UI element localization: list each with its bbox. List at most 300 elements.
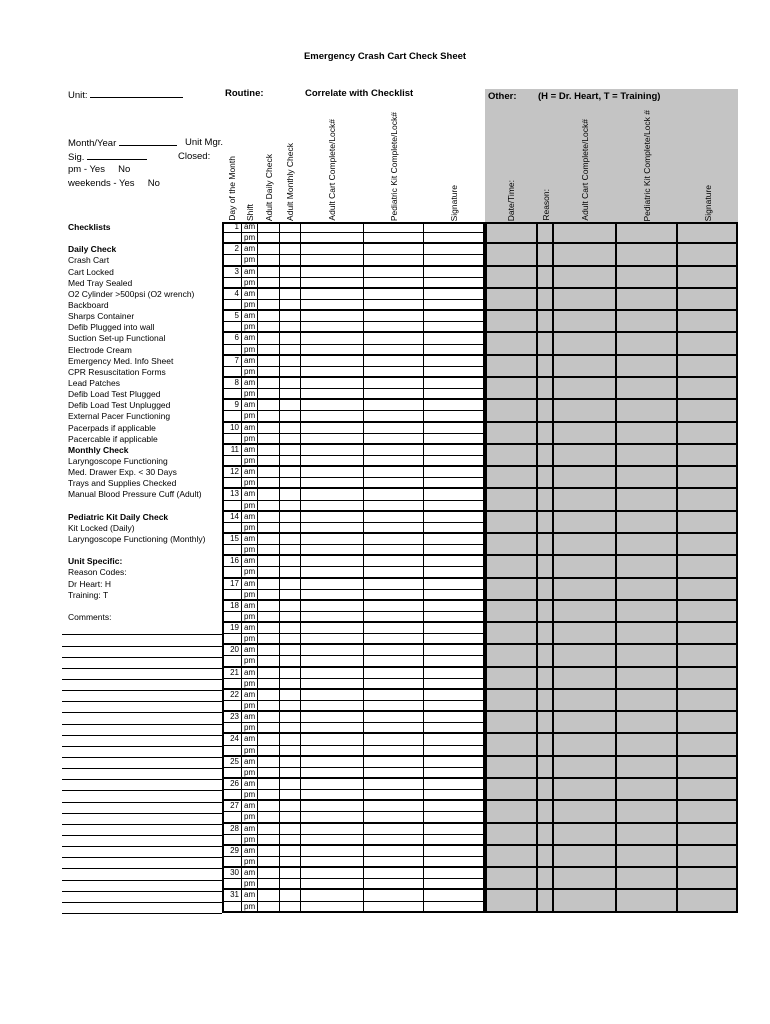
shift-cell: pm (242, 879, 258, 888)
check-cell (424, 445, 485, 455)
check-cell (301, 467, 364, 477)
check-cell (280, 267, 301, 277)
pm-option-line: pm - Yes No (68, 164, 131, 175)
checklist-item: Reason Codes: (68, 567, 127, 578)
other-table-row (485, 712, 738, 734)
checklist-item: Laryngoscope Functioning (68, 456, 168, 467)
check-cell (258, 790, 280, 799)
check-cell (301, 790, 364, 799)
check-cell (364, 656, 424, 665)
table-row (222, 345, 485, 356)
shift-cell: am (242, 333, 258, 343)
other-cell (538, 378, 554, 398)
checklist-item: Lead Patches (68, 378, 120, 389)
check-cell (258, 300, 280, 309)
check-cell (280, 779, 301, 789)
checklist-item: Dr Heart: H (68, 578, 111, 589)
other-cell (678, 868, 738, 888)
check-cell (424, 668, 485, 678)
day-cell (222, 367, 242, 376)
check-cell (301, 812, 364, 821)
other-cell (538, 890, 554, 912)
table-row (222, 289, 485, 300)
check-cell (364, 746, 424, 755)
check-cell (424, 868, 485, 878)
check-cell (280, 512, 301, 522)
check-cell (364, 679, 424, 688)
other-cell (538, 712, 554, 732)
comment-line (62, 868, 222, 869)
day-cell: 12 (222, 467, 242, 477)
check-cell (301, 579, 364, 589)
other-cell (617, 489, 678, 509)
day-cell (222, 746, 242, 755)
check-cell (258, 501, 280, 510)
shift-cell: pm (242, 746, 258, 755)
shift-cell: pm (242, 255, 258, 264)
check-cell (280, 723, 301, 732)
check-cell (258, 289, 280, 299)
comment-line (62, 891, 222, 892)
day-cell: 29 (222, 846, 242, 856)
check-cell (280, 423, 301, 433)
day-cell: 6 (222, 333, 242, 343)
shift-cell: pm (242, 411, 258, 420)
check-cell (258, 400, 280, 410)
comment-line (62, 835, 222, 836)
other-cell (617, 890, 678, 912)
day-cell: 28 (222, 824, 242, 834)
table-row (222, 746, 485, 757)
check-cell (301, 902, 364, 913)
check-cell (301, 255, 364, 264)
shift-cell: pm (242, 300, 258, 309)
check-cell (258, 545, 280, 554)
comment-line (62, 802, 222, 803)
check-cell (258, 389, 280, 398)
other-cell (538, 801, 554, 821)
checklist-item (68, 545, 228, 556)
check-cell (280, 567, 301, 576)
check-cell (301, 523, 364, 532)
table-row (222, 868, 485, 879)
check-cell (364, 311, 424, 321)
table-row (222, 690, 485, 701)
check-cell (364, 835, 424, 844)
check-cell (424, 267, 485, 277)
check-cell (424, 902, 485, 913)
other-cell (538, 824, 554, 844)
correlate-label: Correlate with Checklist (305, 88, 414, 99)
check-cell (280, 734, 301, 744)
other-cell (617, 333, 678, 353)
shift-cell: am (242, 712, 258, 722)
other-cell (678, 579, 738, 599)
day-cell: 25 (222, 757, 242, 767)
day-cell (222, 723, 242, 732)
table-row (222, 523, 485, 534)
check-cell (424, 835, 485, 844)
check-cell (301, 233, 364, 242)
column-header-label: Signature (702, 184, 713, 221)
check-cell (301, 690, 364, 700)
day-cell: 3 (222, 267, 242, 277)
other-table-row (485, 846, 738, 868)
table-row (222, 790, 485, 801)
check-cell (364, 723, 424, 732)
shift-cell: am (242, 690, 258, 700)
day-cell (222, 255, 242, 264)
check-cell (258, 534, 280, 544)
check-cell (424, 289, 485, 299)
other-cell (538, 757, 554, 777)
table-row (222, 322, 485, 333)
check-cell (424, 701, 485, 710)
check-cell (301, 534, 364, 544)
check-cell (301, 434, 364, 443)
checklist-item: Electrode Cream (68, 344, 132, 355)
check-cell (424, 712, 485, 722)
check-cell (258, 768, 280, 777)
checklist-item: Kit Locked (Daily) (68, 522, 135, 533)
checklist-item: Med Tray Sealed (68, 277, 133, 288)
check-cell (301, 590, 364, 599)
shift-cell: am (242, 356, 258, 366)
check-cell (424, 590, 485, 599)
check-cell (424, 300, 485, 309)
day-cell (222, 768, 242, 777)
table-row (222, 423, 485, 434)
check-cell (364, 801, 424, 811)
check-cell (258, 478, 280, 487)
check-cell (258, 890, 280, 900)
check-cell (258, 634, 280, 643)
check-cell (301, 400, 364, 410)
check-cell (364, 645, 424, 655)
day-cell: 13 (222, 489, 242, 499)
table-row (222, 567, 485, 578)
check-cell (258, 512, 280, 522)
check-cell (280, 612, 301, 621)
checklist-item: Defib Load Test Unplugged (68, 400, 171, 411)
col-header-adult-monthly-check (280, 107, 301, 221)
check-cell (364, 567, 424, 576)
shift-cell: am (242, 378, 258, 388)
other-cell (485, 289, 538, 309)
other-cell (554, 534, 617, 554)
day-cell (222, 612, 242, 621)
table-row (222, 612, 485, 623)
day-cell: 30 (222, 868, 242, 878)
other-cell (678, 445, 738, 465)
other-cell (554, 222, 617, 242)
table-row (222, 902, 485, 913)
other-cell (485, 423, 538, 443)
check-cell (364, 345, 424, 354)
check-cell (280, 311, 301, 321)
check-cell (258, 367, 280, 376)
other-cell (554, 668, 617, 688)
check-cell (258, 445, 280, 455)
check-cell (280, 467, 301, 477)
day-cell (222, 233, 242, 242)
check-cell (258, 668, 280, 678)
check-cell (280, 411, 301, 420)
check-cell (280, 656, 301, 665)
check-cell (424, 812, 485, 821)
day-cell: 20 (222, 645, 242, 655)
other-cell (485, 467, 538, 487)
check-cell (424, 255, 485, 264)
other-cell (554, 378, 617, 398)
check-cell (364, 445, 424, 455)
check-cell (364, 367, 424, 376)
day-cell (222, 879, 242, 888)
day-cell: 31 (222, 890, 242, 900)
check-cell (280, 233, 301, 242)
check-cell (258, 411, 280, 420)
other-cell (617, 356, 678, 376)
checklist-item: Sharps Container (68, 311, 135, 322)
other-cell (485, 534, 538, 554)
day-cell: 8 (222, 378, 242, 388)
check-cell (301, 567, 364, 576)
check-cell (258, 779, 280, 789)
check-cell (301, 679, 364, 688)
check-cell (280, 812, 301, 821)
check-cell (280, 478, 301, 487)
check-cell (301, 456, 364, 465)
other-cell (538, 356, 554, 376)
shift-cell: pm (242, 701, 258, 710)
check-cell (301, 634, 364, 643)
other-cell (538, 846, 554, 866)
check-cell (364, 712, 424, 722)
check-cell (258, 902, 280, 913)
check-cell (280, 400, 301, 410)
comment-line (62, 735, 222, 736)
other-col-header-signature (678, 102, 738, 221)
other-table-row (485, 579, 738, 601)
column-header-label: Shift (244, 203, 255, 221)
check-cell (424, 746, 485, 755)
other-cell (678, 846, 738, 866)
checklist-section-header: Unit Specific: (68, 556, 123, 567)
check-cell (364, 824, 424, 834)
other-table-row (485, 289, 738, 311)
check-cell (280, 768, 301, 777)
other-cell (485, 645, 538, 665)
other-col-header-adult-cart-complete-lock (554, 102, 617, 221)
other-cell (617, 690, 678, 710)
checklist-item: Defib Plugged into wall (68, 322, 155, 333)
table-row (222, 835, 485, 846)
check-cell (301, 378, 364, 388)
day-cell: 26 (222, 779, 242, 789)
day-cell (222, 590, 242, 599)
check-cell (301, 846, 364, 856)
shift-cell: am (242, 267, 258, 277)
check-cell (364, 790, 424, 799)
sig-underline (87, 150, 147, 160)
table-row (222, 601, 485, 612)
shift-cell: am (242, 824, 258, 834)
day-cell: 19 (222, 623, 242, 633)
check-cell (280, 333, 301, 343)
col-header-day-of-the-month (222, 107, 242, 221)
check-cell (364, 668, 424, 678)
other-cell (617, 556, 678, 576)
other-table-row (485, 868, 738, 890)
check-cell (424, 389, 485, 398)
check-cell (364, 289, 424, 299)
shift-cell: am (242, 579, 258, 589)
check-cell (258, 857, 280, 866)
check-cell (258, 523, 280, 532)
check-cell (364, 434, 424, 443)
check-cell (258, 322, 280, 331)
check-cell (364, 734, 424, 744)
table-row (222, 278, 485, 289)
table-row (222, 434, 485, 445)
other-cell (554, 890, 617, 912)
check-cell (258, 712, 280, 722)
table-row (222, 255, 485, 266)
check-cell (364, 400, 424, 410)
checklist-item: Crash Cart (68, 255, 110, 266)
check-cell (424, 489, 485, 499)
other-cell (678, 645, 738, 665)
check-cell (258, 723, 280, 732)
check-cell (424, 434, 485, 443)
comment-line (62, 790, 222, 791)
check-cell (301, 300, 364, 309)
table-row (222, 846, 485, 857)
other-table-row (485, 645, 738, 667)
check-cell (280, 701, 301, 710)
other-cell (554, 467, 617, 487)
table-row (222, 556, 485, 567)
other-cell (617, 712, 678, 732)
other-cell (678, 601, 738, 621)
check-cell (364, 523, 424, 532)
day-cell (222, 523, 242, 532)
table-row (222, 233, 485, 244)
check-cell (258, 645, 280, 655)
other-cell (554, 333, 617, 353)
shift-cell: am (242, 601, 258, 611)
other-legend-label: (H = Dr. Heart, T = Training) (538, 91, 661, 102)
check-cell (258, 467, 280, 477)
other-cell (538, 445, 554, 465)
table-row (222, 478, 485, 489)
other-cell (538, 400, 554, 420)
table-row (222, 545, 485, 556)
shift-cell: am (242, 556, 258, 566)
other-cell (554, 868, 617, 888)
day-cell: 1 (222, 222, 242, 232)
check-cell (424, 278, 485, 287)
day-cell (222, 389, 242, 398)
check-cell (424, 790, 485, 799)
check-cell (280, 846, 301, 856)
other-cell (678, 267, 738, 287)
other-cell (617, 512, 678, 532)
checklist-section-header: Pediatric Kit Daily Check (68, 511, 169, 522)
checklist-item: Suction Set-up Functional (68, 333, 166, 344)
checklist-item: External Pacer Functioning (68, 411, 171, 422)
check-cell (280, 712, 301, 722)
shift-cell: am (242, 489, 258, 499)
other-cell (485, 445, 538, 465)
check-cell (258, 378, 280, 388)
check-cell (258, 423, 280, 433)
day-cell: 2 (222, 244, 242, 254)
comment-line (62, 746, 222, 747)
other-cell (678, 489, 738, 509)
shift-cell: am (242, 801, 258, 811)
other-cell (678, 779, 738, 799)
check-cell (424, 534, 485, 544)
other-cell (538, 244, 554, 264)
check-cell (280, 278, 301, 287)
check-cell (301, 545, 364, 554)
column-header-label: Adult Cart Complete/Lock# (580, 119, 591, 221)
check-cell (301, 612, 364, 621)
other-cell (617, 757, 678, 777)
check-cell (424, 378, 485, 388)
day-cell (222, 679, 242, 688)
check-cell (424, 857, 485, 866)
check-cell (364, 846, 424, 856)
check-cell (301, 478, 364, 487)
check-cell (364, 233, 424, 242)
other-cell (538, 423, 554, 443)
other-table-row (485, 333, 738, 355)
table-row (222, 534, 485, 545)
check-cell (364, 356, 424, 366)
checklist (68, 222, 222, 914)
check-cell (364, 512, 424, 522)
check-cell (301, 267, 364, 277)
other-col-header-reason (538, 102, 554, 221)
other-table-row (485, 757, 738, 779)
check-cell (424, 723, 485, 732)
check-cell (280, 690, 301, 700)
other-cell (485, 556, 538, 576)
table-row (222, 467, 485, 478)
other-cell (554, 846, 617, 866)
check-cell (301, 768, 364, 777)
shift-cell: pm (242, 790, 258, 799)
day-cell: 23 (222, 712, 242, 722)
shift-cell: am (242, 222, 258, 232)
table-row (222, 701, 485, 712)
table-row (222, 879, 485, 890)
check-cell (424, 612, 485, 621)
column-header-label: Reason: (540, 189, 551, 221)
other-cell (678, 356, 738, 376)
checklist-item: Trays and Supplies Checked (68, 478, 177, 489)
check-cell (364, 489, 424, 499)
shift-cell: pm (242, 835, 258, 844)
shift-cell: am (242, 400, 258, 410)
other-cell (538, 534, 554, 554)
check-cell (424, 244, 485, 254)
other-table-row (485, 801, 738, 823)
column-header-label: Date/Time: (506, 179, 517, 221)
shift-cell: pm (242, 723, 258, 732)
